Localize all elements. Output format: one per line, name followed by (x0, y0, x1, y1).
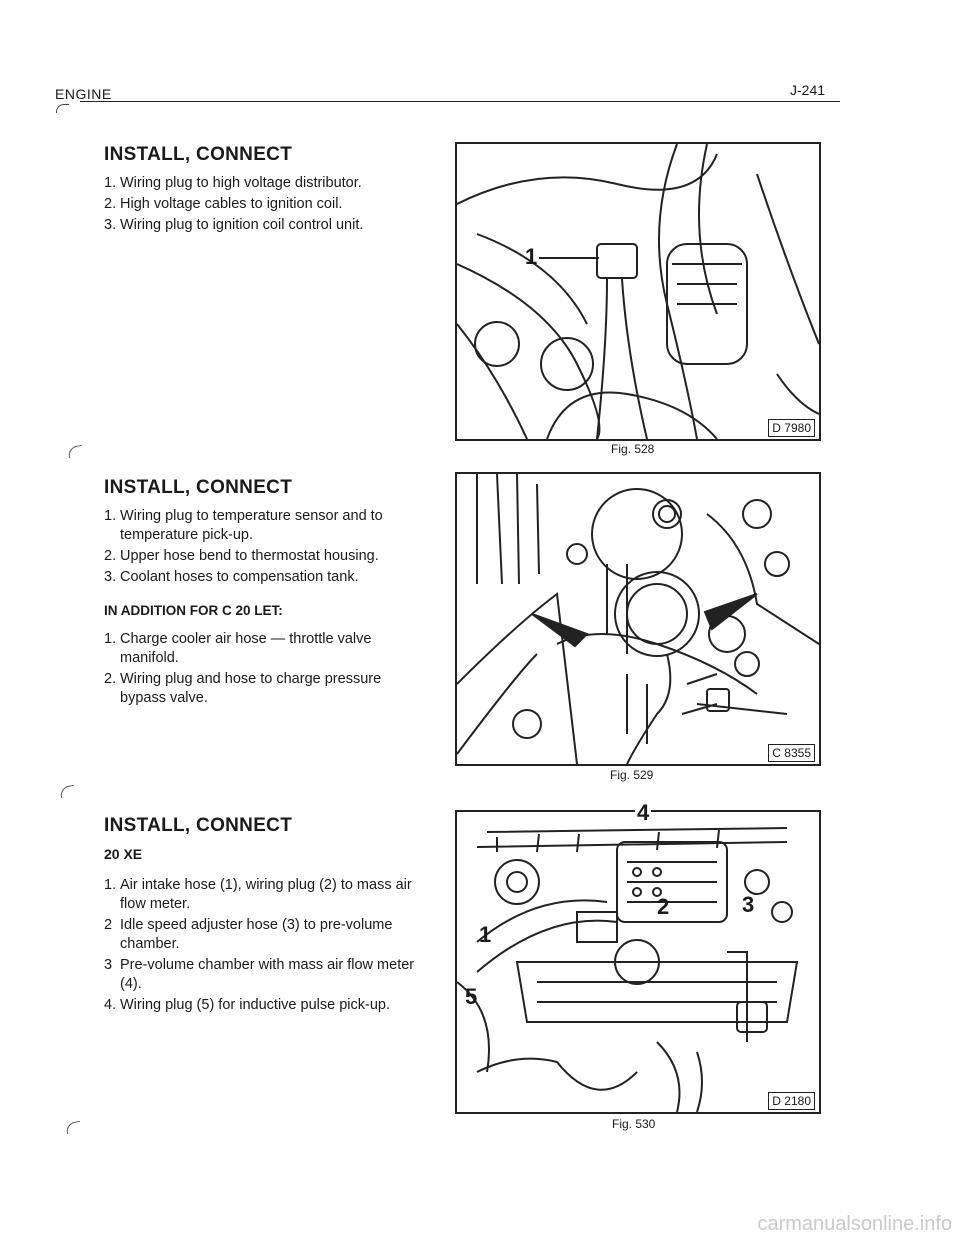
list-item: 3 Pre-volume chamber with mass air flow meter (4). (104, 957, 415, 992)
section-heading: INSTALL, CONNECT (104, 815, 293, 836)
section-install-connect-3 (100, 816, 430, 1017)
scan-mark (56, 104, 69, 113)
list-item: 2. High voltage cables to ignition coil. (104, 196, 343, 212)
callout-4: 4 (637, 800, 650, 825)
model-label: 20 XE (104, 846, 143, 862)
list-item: 2 Idle speed adjuster hose (3) to pre-volume chamber. (104, 917, 393, 952)
scan-mark (59, 785, 76, 798)
page-number: J-241 (790, 82, 826, 98)
callout-leader (539, 257, 599, 259)
list-item: 1. Wiring plug to high voltage distributor. (104, 175, 362, 191)
list-item: 2. Wiring plug and hose to charge pressure bypass valve. (104, 671, 382, 706)
section-install-connect-1 (100, 145, 430, 237)
list-item: 3. Coolant hoses to compensation tank. (104, 569, 359, 585)
section-heading: INSTALL, CONNECT (104, 477, 293, 498)
scan-mark (65, 1121, 82, 1134)
figure-528-illustration (455, 142, 821, 441)
callout-3: 3 (742, 892, 755, 917)
callout-5: 5 (465, 984, 478, 1009)
scan-mark (67, 445, 84, 458)
section-heading: INSTALL, CONNECT (104, 144, 293, 165)
figure-id: D 2180 (768, 1092, 815, 1110)
list-item: 3. Wiring plug to ignition coil control unit. (104, 217, 364, 233)
section-install-connect-2 (100, 478, 430, 710)
section-subheading: IN ADDITION FOR C 20 LET: (104, 603, 283, 618)
page-section-title: ENGINE (55, 86, 112, 102)
list-item: 1. Charge cooler air hose — throttle valve manifold. (104, 631, 372, 666)
figure-caption: Fig. 530 (612, 1117, 656, 1131)
list-item: 1. Wiring plug to temperature sensor and to temperature pick-up. (104, 508, 383, 543)
figure-id: C 8355 (768, 744, 815, 762)
header-rule (80, 101, 840, 102)
figure-id: D 7980 (768, 419, 815, 437)
list-item: 4. Wiring plug (5) for inductive pulse pick-up. (104, 997, 390, 1013)
figure-caption: Fig. 529 (610, 768, 654, 782)
list-item: 1. Air intake hose (1), wiring plug (2) to mass air flow meter. (104, 877, 412, 912)
callout-2: 2 (657, 894, 670, 919)
list-item: 2. Upper hose bend to thermostat housing. (104, 548, 379, 564)
figure-529-illustration (455, 472, 821, 766)
figure-caption: Fig. 528 (611, 442, 655, 456)
figure-530-illustration (455, 800, 821, 1114)
watermark: carmanualsonline.info (757, 1213, 952, 1235)
callout-1: 1 (479, 922, 492, 947)
callout-1: 1 (525, 244, 538, 269)
